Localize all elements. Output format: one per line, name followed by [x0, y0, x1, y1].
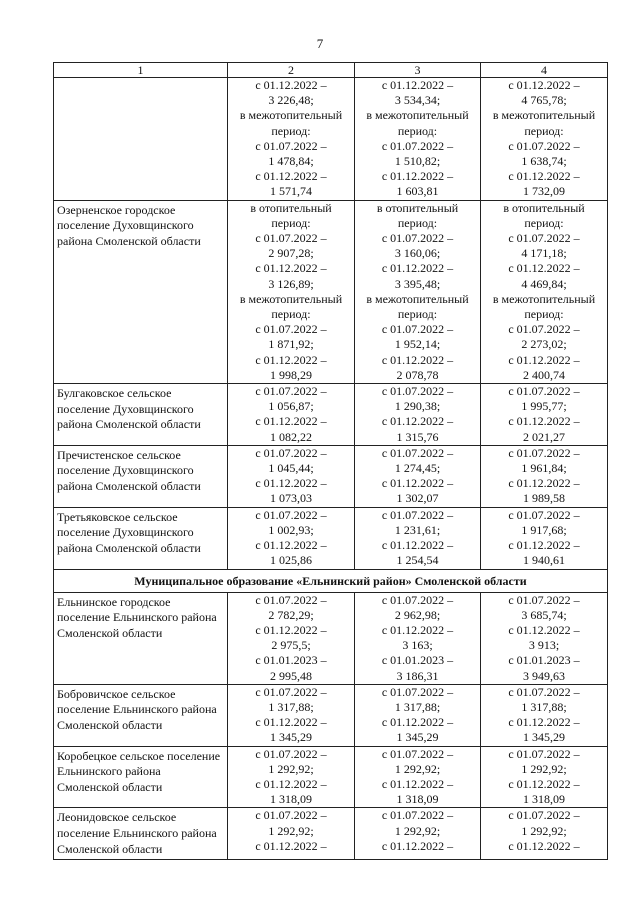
table-body: [54, 78, 608, 860]
tariff-value-cell-col2: с 01.12.2022 – 3 226,48; в межотопительный период: с 01.07.2022 – 1 478,84; с 01.12.2022 – 1 571,74: [228, 78, 355, 201]
table-row: [54, 808, 608, 860]
tariff-value-cell-col3: с 01.07.2022 – 1 317,88; с 01.12.2022 – 1 345,29: [355, 684, 481, 746]
tariff-value-cell-col4: с 01.07.2022 – 1 317,88; с 01.12.2022 – 1 345,29: [481, 684, 608, 746]
section-row: [54, 569, 608, 592]
tariff-value-cell-col3: в отопительный период: с 01.07.2022 – 3 160,06; с 01.12.2022 – 3 395,48; в межотопительный период: с 01.07.2022 – 1 952,14; с 01.12.2022 – 2 078,78: [355, 200, 481, 383]
tariff-value-cell-col3: с 01.12.2022 – 3 534,34; в межотопительный период: с 01.07.2022 – 1 510,82; с 01.12.2022 – 1 603,81: [355, 78, 481, 201]
tariff-value-cell-col4: с 01.07.2022 – 1 961,84; с 01.12.2022 – 1 989,58: [481, 445, 608, 507]
tariff-value-cell-col3: с 01.07.2022 – 1 231,61; с 01.12.2022 – 1 254,54: [355, 507, 481, 569]
settlement-name-cell: Ельнинское городское поселение Ельнинского района Смоленской области: [54, 592, 228, 684]
table-row: [54, 200, 608, 383]
tariff-table: [53, 62, 608, 860]
settlement-name-cell: [54, 78, 228, 201]
settlement-name-cell: Леонидовское сельское поселение Ельнинского района Смоленской области: [54, 808, 228, 860]
tariff-value-cell-col4: в отопительный период: с 01.07.2022 – 4 171,18; с 01.12.2022 – 4 469,84; в межотопительный период: с 01.07.2022 – 2 273,02; с 01.12.2022 – 2 400,74: [481, 200, 608, 383]
tariff-value-cell-col2: с 01.07.2022 – 1 317,88; с 01.12.2022 – 1 345,29: [228, 684, 355, 746]
tariff-value-cell-col4: с 01.07.2022 – 1 292,92; с 01.12.2022 – 1 318,09: [481, 746, 608, 808]
column-header-3: 3: [355, 63, 481, 78]
tariff-value-cell-col2: с 01.07.2022 – 1 045,44; с 01.12.2022 – 1 073,03: [228, 445, 355, 507]
table-row: [54, 684, 608, 746]
page-number: 7: [316, 36, 324, 51]
tariff-value-cell-col2: с 01.07.2022 – 2 782,29; с 01.12.2022 – 2 975,5; с 01.01.2023 – 2 995,48: [228, 592, 355, 684]
tariff-value-cell-col4: с 01.07.2022 – 1 917,68; с 01.12.2022 – 1 940,61: [481, 507, 608, 569]
tariff-value-cell-col2: с 01.07.2022 – 1 056,87; с 01.12.2022 – 1 082,22: [228, 384, 355, 446]
settlement-name-cell: Третьяковское сельское поселение Духовщинского района Смоленской области: [54, 507, 228, 569]
tariff-value-cell-col4: с 01.12.2022 – 4 765,78; в межотопительный период: с 01.07.2022 – 1 638,74; с 01.12.2022 – 1 732,09: [481, 78, 608, 201]
table-row: [54, 746, 608, 808]
tariff-value-cell-col2: с 01.07.2022 – 1 292,92; с 01.12.2022 –: [228, 808, 355, 860]
table-row: [54, 592, 608, 684]
settlement-name-cell: Бобровичское сельское поселение Ельнинского района Смоленской области: [54, 684, 228, 746]
column-header-1: 1: [54, 63, 228, 78]
settlement-name-cell: Озерненское городское поселение Духовщинского района Смоленской области: [54, 200, 228, 383]
tariff-value-cell-col3: с 01.07.2022 – 1 292,92; с 01.12.2022 –: [355, 808, 481, 860]
tariff-value-cell-col3: с 01.07.2022 – 1 290,38; с 01.12.2022 – 1 315,76: [355, 384, 481, 446]
table-row: [54, 384, 608, 446]
tariff-value-cell-col3: с 01.07.2022 – 2 962,98; с 01.12.2022 – 3 163; с 01.01.2023 – 3 186,31: [355, 592, 481, 684]
table-row: [54, 78, 608, 201]
settlement-name-cell: Пречистенское сельское поселение Духовщинского района Смоленской области: [54, 445, 228, 507]
table-row: [54, 445, 608, 507]
table-row: [54, 507, 608, 569]
tariff-value-cell-col3: с 01.07.2022 – 1 292,92; с 01.12.2022 – 1 318,09: [355, 746, 481, 808]
column-header-2: 2: [228, 63, 355, 78]
header-row: [54, 63, 608, 78]
tariff-value-cell-col4: с 01.07.2022 – 1 995,77; с 01.12.2022 – 2 021,27: [481, 384, 608, 446]
tariff-value-cell-col2: в отопительный период: с 01.07.2022 – 2 907,28; с 01.12.2022 – 3 126,89; в межотопительный период: с 01.07.2022 – 1 871,92; с 01.12.2022 – 1 998,29: [228, 200, 355, 383]
tariff-value-cell-col2: с 01.07.2022 – 1 292,92; с 01.12.2022 – 1 318,09: [228, 746, 355, 808]
settlement-name-cell: Булгаковское сельское поселение Духовщинского района Смоленской области: [54, 384, 228, 446]
tariff-value-cell-col4: с 01.07.2022 – 1 292,92; с 01.12.2022 –: [481, 808, 608, 860]
tariff-value-cell-col4: с 01.07.2022 – 3 685,74; с 01.12.2022 – 3 913; с 01.01.2023 – 3 949,63: [481, 592, 608, 684]
settlement-name-cell: Коробецкое сельское поселение Ельнинского района Смоленской области: [54, 746, 228, 808]
tariff-value-cell-col2: с 01.07.2022 – 1 002,93; с 01.12.2022 – 1 025,86: [228, 507, 355, 569]
column-header-4: 4: [481, 63, 608, 78]
tariff-value-cell-col3: с 01.07.2022 – 1 274,45; с 01.12.2022 – 1 302,07: [355, 445, 481, 507]
section-title: Муниципальное образование «Ельнинский район» Смоленской области: [54, 569, 608, 592]
